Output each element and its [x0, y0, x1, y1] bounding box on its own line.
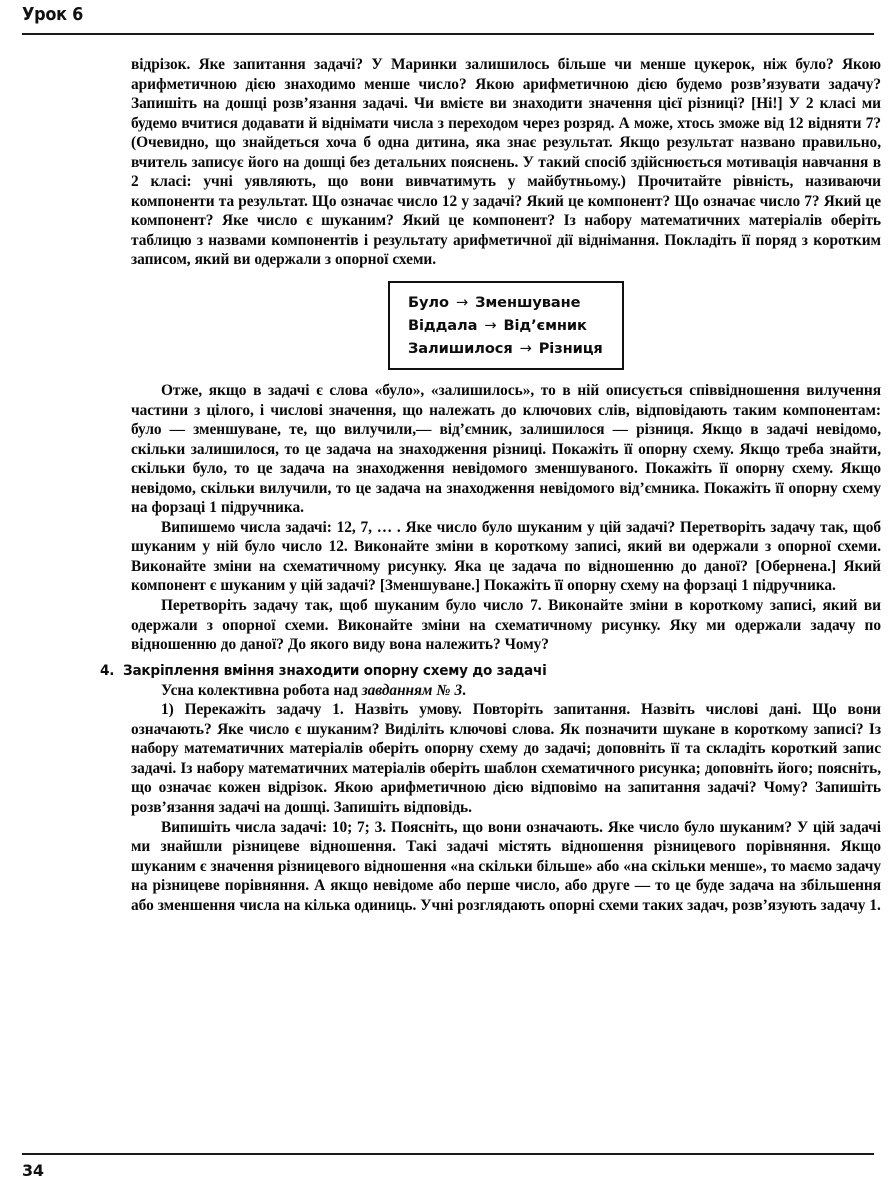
scheme-row-left: Залишилося: [408, 340, 513, 358]
text-column: [100, 55, 881, 915]
paragraph-4: Перетворіть задачу так, щоб шуканим було число 7. Виконайте зміни в короткому записі, який ви одержали з опорної схеми. Виконайте зміни на схематичному рисунку. Яку ми одержали задачу по відношенню до даної? До якого виду вона належить? Чому?: [131, 597, 881, 654]
scheme-row-left: Було: [408, 294, 449, 312]
scheme-row-left: Віддала: [408, 317, 478, 335]
scheme-row-right: Зменшуване: [475, 294, 581, 312]
scheme-row: [408, 337, 606, 360]
scheme-box-wrapper: [131, 281, 881, 370]
scheme-box: [388, 281, 624, 370]
running-head: [22, 4, 874, 34]
running-head-title: Урок 6: [22, 5, 84, 25]
scheme-row: [408, 314, 606, 337]
scheme-row-right: Від’ємник: [503, 317, 587, 335]
section-number: 4.: [100, 662, 115, 679]
task-reference: завданням № 3: [361, 681, 463, 699]
spacer: [131, 370, 881, 381]
arrow-right-icon: →: [519, 340, 532, 358]
paragraph-7: Випишіть числа задачі: 10; 7; 3. Поясніть, що вони означають. Яке число було шуканим? У цій задачі ми знайшли різницеве відношення. Такі задачі містять відношення різницевого порівняння. Якщо шуканим є значення різницевого відношення «на скільки більше» або «на скільки менше», то маємо задачу на різницеве порівняння. А якщо невідоме або перше число, або друге — то це буде задача на збільшення або зменшення числа на кілька одиниць. Учні розглядають опорні схеми таких задач, розв’язують задачу 1.: [131, 818, 881, 914]
section-title: Закріплення вміння знаходити опорну схему до задачі: [123, 662, 547, 679]
arrow-right-icon: →: [455, 294, 469, 312]
paragraph-5-pre: Усна колективна робота над: [161, 681, 362, 699]
paragraph-6: 1) Перекажіть задачу 1. Назвіть умову. Повторіть запитання. Назвіть числові дані. Що вони означають? Яке число є шуканим? Виділіть ключові слова. Як позначити шукане в короткому записі? Із набору математичних матеріалів оберіть опорну схему до задачі; доповніть її та складіть короткий запис задачі. Із набору математичних матеріалів оберіть шаблон схематичного рисунка; доповніть його; поясніть, що означає кожен відрізок. Якою арифметичною дією відповімо на запитання задачі? Чому? Запишіть розв’язання задачі на дошці. Запишіть відповідь.: [131, 701, 881, 816]
footer-rule: [22, 1153, 874, 1155]
scheme-row: [408, 291, 606, 314]
paragraph-2: Отже, якщо в задачі є слова «було», «залишилось», то в ній описується співвідношення вилучення частини з цілого, і числові значення, що належать до ключових слів, відповідають таким компонентам: було — зменшуване, те, що вилучили,— від’ємник, залишилося — різниця. Якщо в задачі невідомо, скільки залишилося, то це задача на знаходження різниці. Покажіть її опорну схему. Якщо треба знайти, скільки було, то це задача на знаходження невідомого зменшуваного. Покажіть її опорну схему. Якщо невідомо, скільки вилучили, то це задача на знаходження невідомого від’ємника. Покажіть її опорну схему на форзаці 1 підручника.: [131, 382, 881, 517]
paragraph-1: відрізок. Яке запитання задачі? У Маринки залишилось більше чи менше цукерок, ніж було? Якою арифметичною дією знаходимо менше число? Якою арифметичною дією будемо розв’язувати задачу? Запишіть на дошці розв’язання задачі. Чи вмієте ви знаходити значення цієї різниці? [Ні!] У 2 класі ми будемо вчитися додавати й віднімати числа з переходом через розряд. А може, хтось зможе від 12 відняти 7? (Очевидно, що знайдеться хоча б одна дитина, яка знає результат. Якщо результат названо правильно, вчитель записує його на дошці без детальних пояснень. У такий спосіб здійснюється мотивація навчання в 2 класі: учні уявляють, що вони вивчатимуть у майбутньому.) Прочитайте рівність, називаючи компоненти та результат. Що означає число 12 у задачі? Який це компонент? Що означає число 7? Який це компонент? Яке число є шуканим? Який це компонент? Із набору математичних матеріалів оберіть таблицю з назвами компонентів і результату арифметичної дії віднімання. Покладіть її поряд з коротким записом, який ви одержали з опорної схеми.: [131, 56, 881, 269]
paragraph-5: [131, 681, 881, 701]
page-number: 34: [22, 1161, 44, 1180]
spacer: [131, 270, 881, 281]
paragraph-3: Випишемо числа задачі: 12, 7, … . Яке число було шуканим у цій задачі? Перетворіть задачу так, щоб шуканим у ній було число 12. Виконайте зміни в короткому записі, який ви одержали з опорної схеми. Виконайте зміни на схематичному рисунку. Яка це задача по відношенню до даної? [Обернена.] Який компонент є шуканим у цій задачі? [Зменшуване.] Покажіть її опорну схему на форзаці 1 підручника.: [131, 518, 881, 595]
section-heading-4: [100, 661, 850, 681]
header-rule: [22, 33, 874, 35]
scheme-row-right: Різниця: [538, 340, 603, 358]
paragraph-5-post: .: [462, 681, 466, 699]
arrow-right-icon: →: [484, 317, 497, 335]
